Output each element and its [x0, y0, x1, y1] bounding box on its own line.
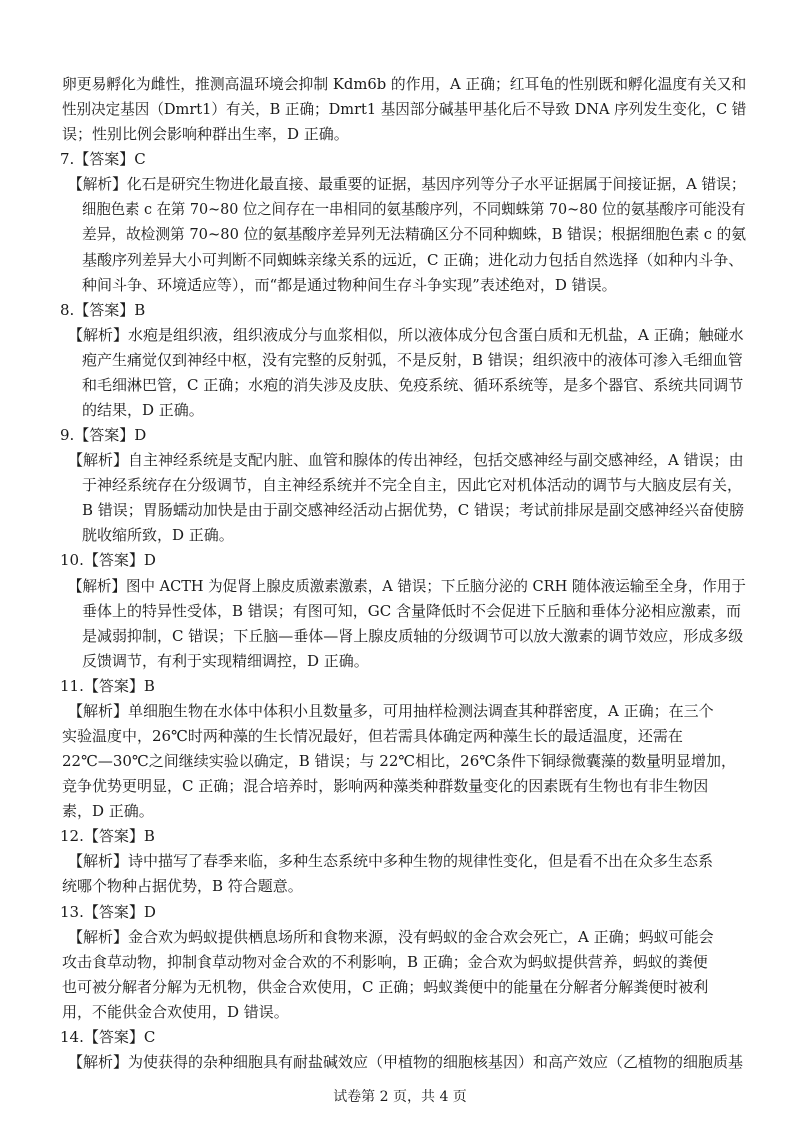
text-line: 攻击食草动物，抑制食草动物对金合欢的不利影响，B 正确；金合欢为蚂蚁提供营养，蚂蚁的粪便 [62, 953, 708, 971]
page-footer: 试卷第 2 页，共 4 页 [333, 1089, 467, 1105]
text-line: 14.【答案】C [60, 1028, 156, 1046]
text-line: 【解析】图中 ACTH 为促肾上腺皮质激素激素，A 错误；下丘脑分泌的 CRH 随体液运输至全身，作用于 [68, 577, 746, 595]
text-line: 【解析】为使获得的杂种细胞具有耐盐碱效应（甲植物的细胞核基因）和高产效应（乙植物的细胞质基 [68, 1053, 744, 1071]
text-line: 用，不能供金合欢使用，D 错误。 [62, 1003, 289, 1021]
text-line: 性别决定基因（Dmrt1）有关，B 正确；Dmrt1 基因部分碱基甲基化后不导致 DNA 序列发生变化，C 错 [62, 100, 747, 118]
text-line: 22℃—30℃之间继续实验以确定，B 错误；与 22℃相比，26℃条件下铜绿微囊藻的数量明显增加， [62, 752, 737, 770]
text-line: 【解析】自主神经系统是支配内脏、血管和腺体的传出神经，包括交感神经与副交感神经，A 错误；由 [68, 451, 744, 469]
text-line: 细胞色素 c 在第 70~80 位之间存在一串相同的氨基酸序列，不同蜘蛛第 70~80 位的氨基酸序可能没有 [82, 200, 746, 218]
text-line: 误；性别比例会影响种群出生率，D 正确。 [62, 125, 349, 143]
text-line: 和毛细淋巴管，C 正确；水疱的消失涉及皮肤、免疫系统、循环系统等，是多个器官、系统共同调节 [82, 376, 744, 394]
text-line: 的结果，D 正确。 [82, 401, 204, 419]
text-line: B 错误；胃肠蠕动加快是由于副交感神经活动占据优势，C 错误；考试前排尿是副交感神经兴奋使膀 [82, 501, 745, 519]
text-line: 基酸序列差异大小可判断不同蜘蛛亲缘关系的远近，C 正确；进化动力包括自然选择（如种内斗争、 [82, 251, 744, 269]
text-line: 11.【答案】B [60, 677, 155, 695]
text-line: 【解析】单细胞生物在水体中体积小且数量多，可用抽样检测法调查其种群密度，A 正确；在三个 [68, 702, 714, 720]
text-line: 8.【答案】B [60, 301, 146, 319]
text-line: 10.【答案】D [60, 551, 156, 569]
text-line: 种间斗争、环境适应等），而“都是通过物种间生存斗争实现”表述绝对，D 错误。 [82, 276, 617, 294]
text-line: 竞争优势更明显，C 正确；混合培养时，影响两种藻类种群数量变化的因素既有生物也有非生物因 [62, 777, 709, 795]
text-line: 疱产生痛觉仅到神经中枢，没有完整的反射弧，不是反射，B 错误；组织液中的液体可渗入毛细血管 [82, 351, 743, 369]
text-line: 胱收缩所致，D 正确。 [82, 526, 234, 544]
text-line: 于神经系统存在分级调节，自主神经系统并不完全自主，因此它对机体活动的调节与大脑皮层有关， [82, 476, 743, 494]
text-line: 素，D 正确。 [62, 802, 154, 820]
text-line: 垂体上的特异性受体，B 错误；有图可知，GC 含量降低时不会促进下丘脑和垂体分泌相应激素，而 [82, 602, 742, 620]
text-line: 【解析】化石是研究生物进化最直接、最重要的证据，基因序列等分子水平证据属于间接证据，A 错误； [68, 175, 746, 193]
text-line: 也可被分解者分解为无机物，供金合欢使用，C 正确；蚂蚁粪便中的能量在分解者分解粪便时被利 [62, 978, 709, 996]
text-line: 13.【答案】D [60, 903, 156, 921]
text-line: 是减弱抑制，C 错误；下丘脑—垂体—肾上腺皮质轴的分级调节可以放大激素的调节效应，形成多级 [82, 627, 744, 645]
text-line: 7.【答案】C [60, 150, 146, 168]
text-line: 统哪个物种占据优势，B 符合题意。 [62, 877, 303, 895]
text-line: 卵更易孵化为雌性，推测高温环境会抑制 Kdm6b 的作用，A 正确；红耳龟的性别既和孵化温度有关又和 [62, 75, 747, 93]
text-line: 反馈调节，有利于实现精细调控，D 正确。 [82, 652, 369, 670]
text-line: 差异，故检测第 70~80 位的氨基酸序差异列无法精确区分不同种蜘蛛，B 错误；根据细胞色素 c 的氨 [82, 225, 747, 243]
text-line: 【解析】诗中描写了春季来临，多种生态系统中多种生物的规律性变化，但是看不出在众多生态系 [68, 852, 714, 870]
text-line: 9.【答案】D [60, 426, 147, 444]
text-line: 【解析】金合欢为蚂蚁提供栖息场所和食物来源，没有蚂蚁的金合欢会死亡，A 正确；蚂蚁可能会 [68, 928, 714, 946]
text-line: 实验温度中，26℃时两种藻的生长情况最好，但若需具体确定两种藻生长的最适温度，还需在 [62, 727, 683, 745]
text-line: 【解析】水疱是组织液，组织液成分与血浆相似，所以液体成分包含蛋白质和无机盐，A 正确；触碰水 [68, 326, 744, 344]
text-line: 12.【答案】B [60, 827, 155, 845]
